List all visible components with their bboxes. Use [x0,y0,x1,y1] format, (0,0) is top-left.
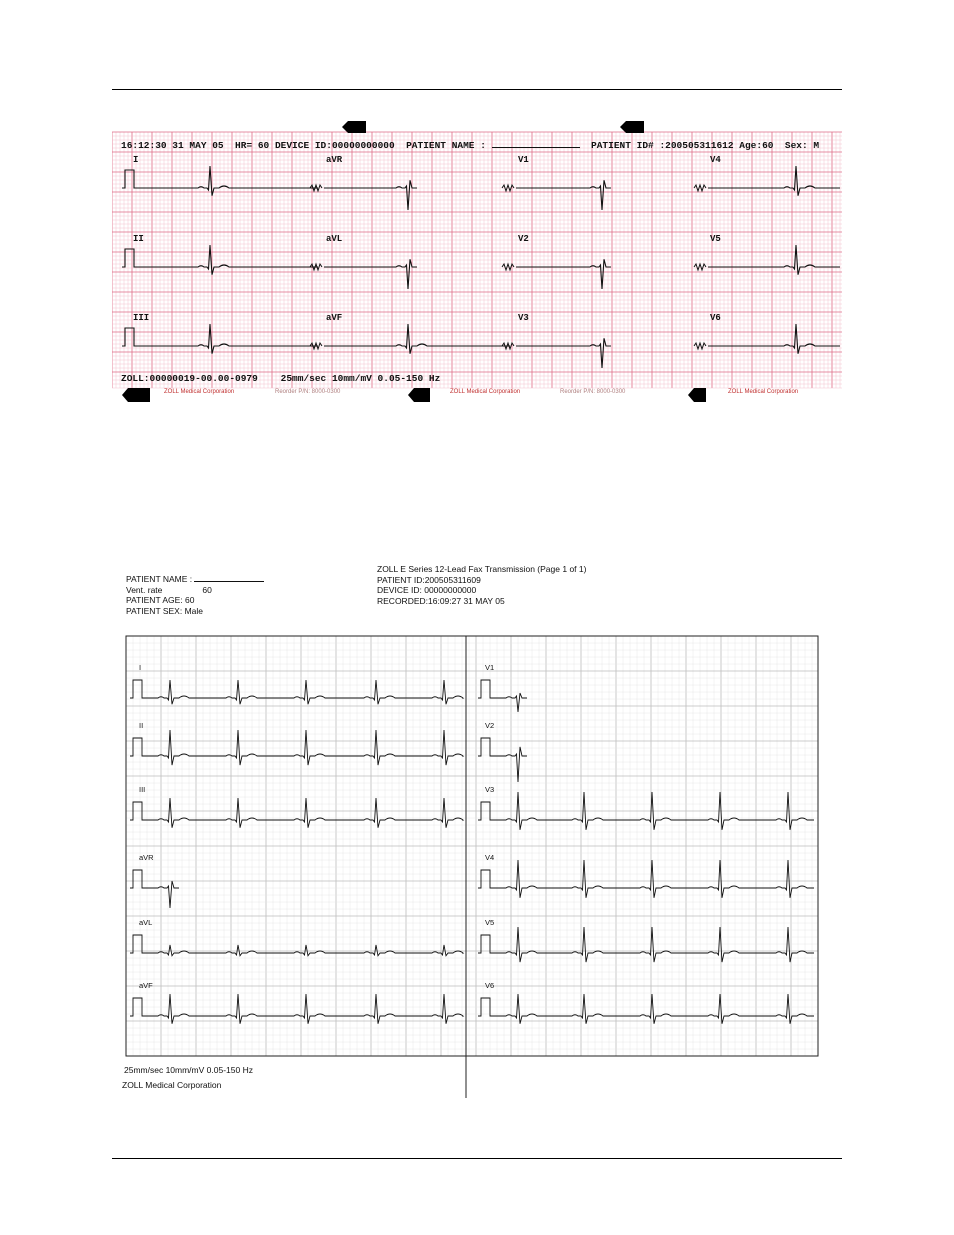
strip-paper-reorder: Reorder P/N: 8000-0300 [275,389,341,395]
strip-header-patient-name: PATIENT NAME : [406,140,486,151]
fax-vent-rate-label: Vent. rate [126,584,163,595]
strip-header-time: 16:12:30 31 MAY 05 [121,140,224,151]
strip-paper-reorder: Reorder P/N: 8000-0300 [560,389,626,395]
fax-recorded: RECORDED:16:09:27 31 MAY 05 [377,595,505,606]
lead-trace [478,680,527,712]
lead-trace [516,259,611,289]
fax-ecg-plot [118,558,825,1100]
fax-vent-rate-value: 60 [202,584,212,595]
strip-lead-label: V1 [518,155,529,165]
strip-lead-label: I [133,155,139,165]
fax-lead-label: III [139,785,146,794]
strip-lead-label: V3 [518,313,529,323]
top-rule [112,89,842,90]
strip-header-device: DEVICE ID:00000000000 [274,140,395,151]
lead-trace [324,259,417,289]
strip-ecg-plot [112,112,842,408]
fax-lead-label: V5 [485,918,495,927]
fax-lead-label: V3 [485,785,495,794]
fax-footer-brand: ZOLL Medical Corporation [122,1080,222,1090]
fax-lead-label: II [139,721,144,730]
lead-trace [324,180,417,210]
lead-trace [478,994,814,1024]
bottom-rule [112,1158,842,1159]
strip-patient-name-blank [492,147,580,148]
strip-lead-label: aVF [326,313,343,323]
strip-lead-label: II [133,234,144,244]
lead-trace [130,870,179,908]
lead-trace [478,860,814,898]
bottom-marker-icon [408,388,430,402]
strip-paper-brand: ZOLL Medical Corporation [728,389,799,395]
fax-device-id: DEVICE ID: 00000000000 [377,585,477,595]
lead-trace [478,738,527,782]
strip-lead-label: III [133,313,150,323]
strip-lead-label: V5 [710,234,721,244]
strip-header-sex: Sex: M [784,140,820,151]
strip-footer-info: ZOLL:00000019-00.00-0979 [121,373,258,384]
bottom-marker-icon [122,388,150,402]
lead-trace [516,338,611,368]
strip-lead-label: aVL [326,234,343,244]
fax-patient-sex: PATIENT SEX: Male [126,605,203,616]
strip-lead-label: V4 [710,155,721,165]
fax-footer-speed: 25mm/sec 10mm/mV 0.05-150 Hz [124,1065,253,1075]
strip-header-patient-id: PATIENT ID# :200505311612 [591,140,734,151]
strip-lead-label: V6 [710,313,721,323]
fax-patient-name-label: PATIENT NAME : [126,574,193,584]
lead-trace [516,180,611,210]
fax-patient-age: PATIENT AGE: 60 [126,595,195,605]
fax-lead-label: aVF [139,981,153,990]
strip-paper-brand: ZOLL Medical Corporation [450,389,521,395]
strip-lead-label: aVR [326,155,343,165]
fax-lead-label: V1 [485,663,495,672]
fax-patient-id: PATIENT ID:200505311609 [377,574,481,585]
strip-header-age: Age:60 [739,140,774,151]
fax-lead-label: V6 [485,981,495,990]
strip-header-hr: HR= 60 [235,140,270,151]
strip-ecg-figure [112,112,842,408]
top-marker-icon [342,121,366,133]
strip-footer-speed: 25mm/sec 10mm/mV 0.05-150 Hz [280,373,441,384]
top-marker-icon [620,121,644,133]
fax-lead-label: aVL [139,918,153,927]
fax-ecg-figure [118,558,825,1100]
strip-paper-brand: ZOLL Medical Corporation [164,389,235,395]
bottom-marker-icon [688,388,706,402]
fax-lead-label: aVR [139,853,154,862]
fax-title: ZOLL E Series 12-Lead Fax Transmission (Page 1 of 1) [377,564,587,574]
strip-lead-label: V2 [518,234,529,244]
lead-trace [478,927,814,962]
fax-lead-label: V4 [485,853,495,862]
fax-lead-label: I [139,663,142,672]
fax-lead-label: V2 [485,721,495,730]
